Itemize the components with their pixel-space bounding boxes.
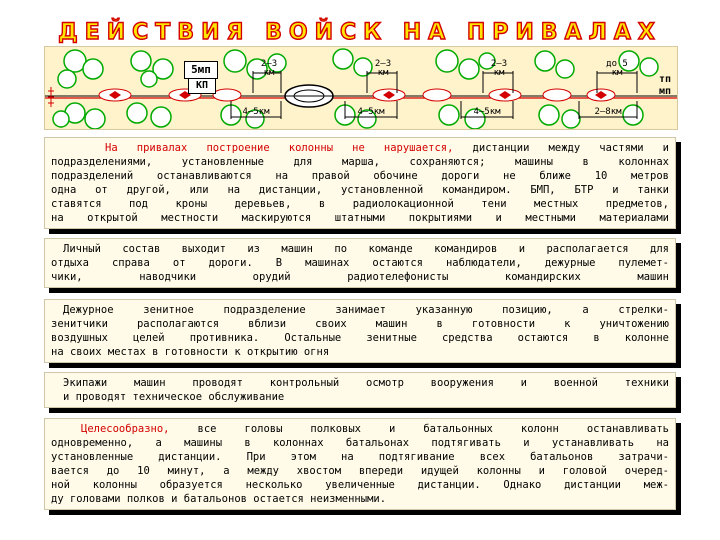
line-text: все головы полковых и батальонных колонн останавливать bbox=[169, 423, 669, 435]
panel-line: на открытой местности маскируются штатными покрытиями и местными материалами bbox=[51, 212, 669, 224]
panel-line: и проводят техническое обслуживание bbox=[63, 391, 285, 403]
panel-line: установленные дистанции. При этом на подтягивание всех батальонов затрачи- bbox=[51, 451, 669, 463]
distance-top-1: 2–3 км bbox=[260, 59, 278, 78]
label-tp: тп bbox=[659, 74, 672, 85]
panel-line: подразделений останавливаются на правой обочине дороги не ближе 10 метров bbox=[51, 170, 669, 182]
distance-bottom-4: 2–8км bbox=[594, 107, 622, 117]
text-panel-2 bbox=[44, 238, 676, 288]
label-mp: мп bbox=[659, 86, 672, 97]
panel-line bbox=[51, 422, 669, 436]
panel-line: Дежурное зенитное подразделение занимает указанную позицию, а стрелки- bbox=[63, 304, 669, 316]
page-title: ДЕЙСТВИЯ ВОЙСК НА ПРИВАЛАХ bbox=[58, 20, 662, 45]
panel-line: ной колонны образуется несколько увеличенные дистанции. Однако дистанции меж- bbox=[51, 479, 669, 491]
panel-line: подразделениями, установленные для марша, сохраняются; машины в колоннах bbox=[51, 156, 669, 168]
distance-bottom-3: 4–5км bbox=[473, 107, 501, 117]
panel-line: Экипажи машин проводят контрольный осмотр вооружения и военной техники bbox=[63, 377, 669, 389]
panel-line: одновременно, а машины в колоннах батальонах подтягивать и устанавливать на bbox=[51, 437, 669, 449]
panel-line: на своих местах в готовности к открытию огня bbox=[51, 346, 330, 358]
panel-line: вается до 10 минут, а между хвостом впереди идущей колонны и головой очеред- bbox=[51, 465, 669, 477]
highlight-text: На привалах построение колонны не нарушается, bbox=[105, 142, 454, 154]
text-panel-5 bbox=[44, 418, 676, 510]
distance-top-3: 2–3 км bbox=[490, 59, 508, 78]
regiment-box: 5мп bbox=[184, 61, 218, 79]
text-panel-1 bbox=[44, 137, 676, 229]
panel-line: чики, наводчики орудий радиотелефонисты командирских машин bbox=[51, 271, 669, 283]
tree-cluster bbox=[127, 51, 173, 127]
command-post-symbol bbox=[285, 85, 333, 107]
panel-line bbox=[51, 141, 669, 155]
text-panel-3 bbox=[44, 299, 676, 363]
panel-line: ду головами полков и батальонов остается неизменными. bbox=[51, 493, 387, 505]
line-text: дистанции между частями и bbox=[453, 142, 669, 154]
distance-bottom-2: 4–5км bbox=[357, 107, 385, 117]
command-post-box: КП bbox=[188, 78, 216, 94]
panel-line: отдыха справа от дороги. В машинах остаются наблюдатели, дежурные пулемет- bbox=[51, 257, 669, 269]
panel-line: одна от другой, или на дистанции, установленной командиром. БМП, БТР и танки bbox=[51, 184, 669, 196]
panel-line: воздушных целей противника. Остальные зенитные средства остаются в колонне bbox=[51, 332, 669, 344]
distance-top-4: до 5 км bbox=[606, 59, 628, 78]
panel-line: Личный состав выходит из машин по команде командиров и располагается для bbox=[63, 243, 669, 255]
tree-cluster bbox=[53, 50, 105, 129]
highlight-text: Целесообразно, bbox=[81, 423, 170, 435]
march-halt-diagram bbox=[44, 46, 678, 130]
distance-top-2: 2–3 км bbox=[374, 59, 392, 78]
panel-line: ставятся под кроны деревьев, в радиолокационной тени местных предметов, bbox=[51, 198, 669, 210]
distance-bottom-1: 4–5км bbox=[242, 107, 270, 117]
panel-line: зенитчики располагаются вблизи своих машин в готовности к уничтожению bbox=[51, 318, 669, 330]
text-panel-4 bbox=[44, 372, 676, 408]
